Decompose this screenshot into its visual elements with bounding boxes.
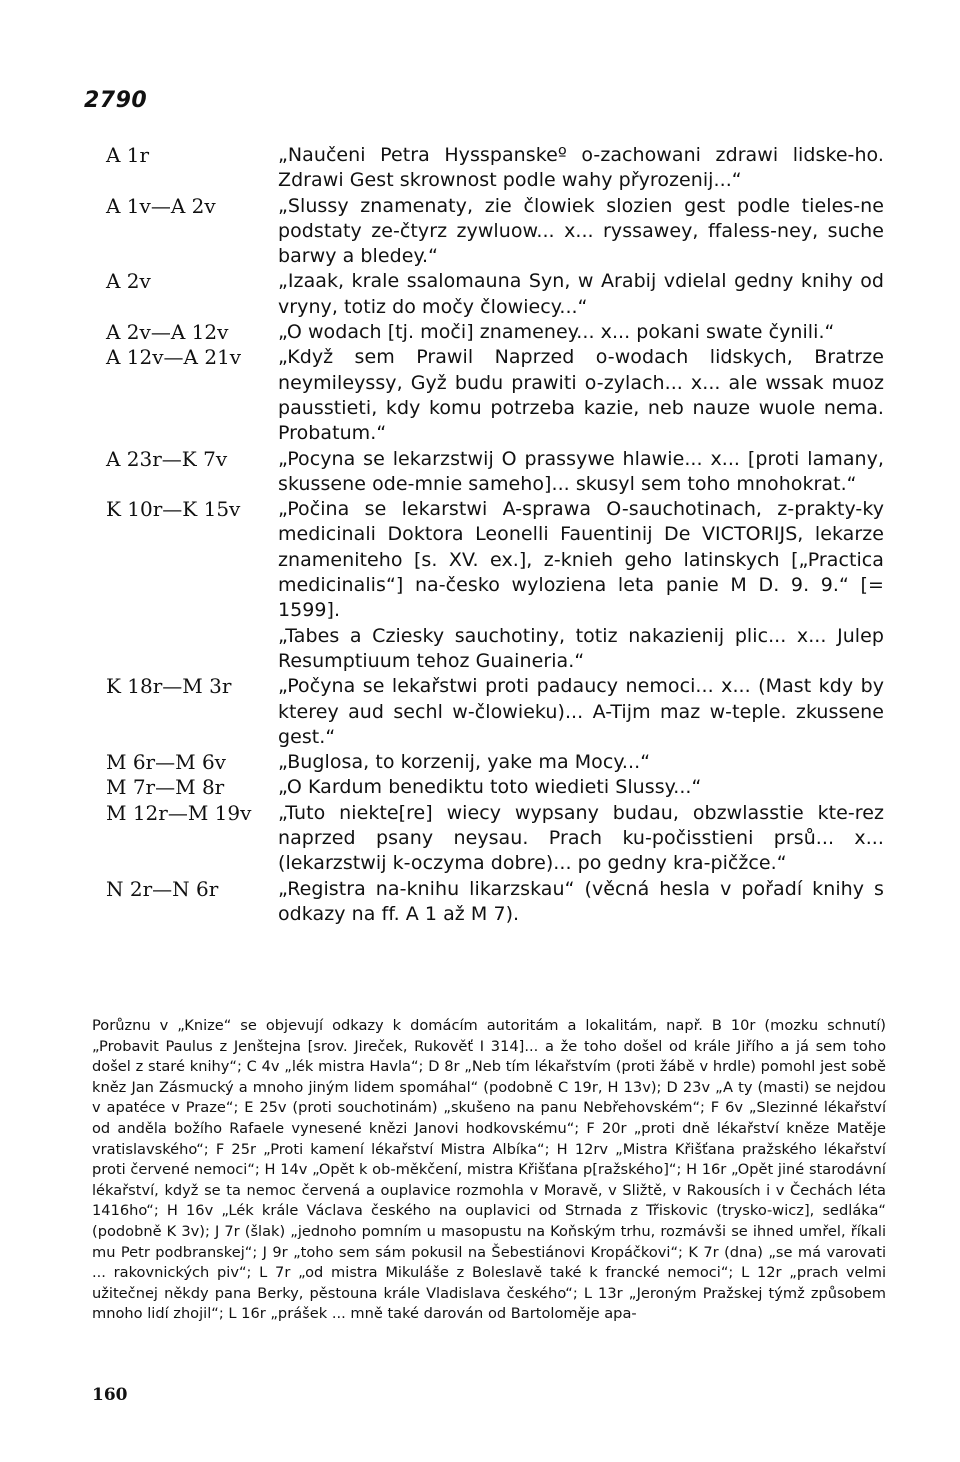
entry-text [278,877,884,928]
folio-range: K 10r—K 15v [106,497,241,522]
catalog-entry [106,877,884,928]
entry-paragraph: „Počina se lekarstwi A-sprawa O-sauchotinach, z-prakty-ky medicinali Doktora Leonelli Fauentinij De VICTORIJS, lekarze znameniteho [s. XV. ex.], z-knieh geho latinskych [„Practica medicinalis“] na-česko wyloziena leta panie M D. 9. 9.“ [= 1599]. [278,498,884,622]
catalog-entry [106,447,884,498]
folio-range: A 2v [106,269,151,294]
catalog-entries [106,143,884,927]
catalog-entry [106,143,884,194]
running-page-number: 2790 [84,88,148,113]
catalog-entry [106,674,884,750]
catalog-entry [106,801,884,877]
entry-text [278,801,884,877]
folio-range: A 12v—A 21v [106,345,242,370]
folio-range: M 6r—M 6v [106,750,226,775]
entry-text [278,497,884,674]
entry-paragraph: „Buglosa, to korzenij, yake ma Mocy...“ [278,751,651,774]
catalog-entry [106,497,884,674]
entry-paragraph: „O wodach [tj. moči] znameney... x... pokani swate čynili.“ [278,321,835,344]
folio-range: K 18r—M 3r [106,674,232,699]
entry-paragraph: „Registra na-knihu likarzskau“ (věcná hesla v pořadí knihy s odkazy na ff. A 1 až M 7). [278,877,884,925]
catalog-entry [106,269,884,320]
catalog-entry [106,194,884,270]
entry-paragraph: „Tuto niekte[re] wiecy wypsany budau, obzwlasstie kte-rez naprzed psany neysau. Prach ku-počisstieni prsů... x... (lekarzstwij k-oczyma dobre)... po gedny kra-pičžce.“ [278,801,884,875]
entry-text [278,194,884,270]
folio-range: M 7r—M 8r [106,775,225,800]
entry-text [278,674,884,750]
catalog-entry [106,345,884,446]
folio-range: A 1r [106,143,150,167]
folio-number: 160 [92,1385,128,1405]
entry-paragraph: „Naučeni Petra Hysspanskeº o-zachowani zdrawi lidske-ho. Zdrawi Gest skrownost podle wahy přyrozenij...“ [278,144,884,192]
entry-paragraph: „Počyna se lekařstwi proti padaucy nemoci... x... (Mast kdy by kterey aud sechl w-člowieku)... A-Tijm maz w-teple. zkussene gest.“ [278,675,884,748]
entry-paragraph: „O Kardum benediktu toto wiedieti Slussy...“ [278,776,702,799]
entry-text [278,143,884,194]
entry-paragraph: „Pocyna se lekarzstwij O prassywe hlawie... x... [proti lamany, skussene ode-mnie sameho]... skusyl sem toho mnohokrat.“ [278,447,884,495]
entry-paragraph: „Slussy znamenaty, zie člowiek slozien gest podle tieles-ne podstaty ze-čtyrz zywluow... x... ryssawey, ffaless-ney, suche barwy a bledey.“ [278,194,884,268]
entry-text [278,775,884,800]
entry-paragraph: „Tabes a Cziesky sauchotiny, totiz nakazienij plic... x... Julep Resumptiuum tehoz Guaineria.“ [278,624,884,672]
folio-range: M 12r—M 19v [106,800,252,825]
entry-text [278,345,884,446]
catalog-entry [106,750,884,775]
catalog-entry [106,320,884,345]
folio-range: N 2r—N 6r [106,876,219,901]
footnote-paragraph: Porůznu v „Knize“ se objevují odkazy k domácím autoritám a lokalitám, např. B 10r (mozku schnutí) „Probavit Paulus z Jenštejna [srov. Jireček, Rukověť I 314]... a že toho došel od krále Jiřího a já sem toho došel z staré knihy“; C 4v „lék mistra Havla“; D 8r „Neb tím lékařstvím (proti žábě v hrdle) pomohl jest sobě kněz Jan Zásmucký a mnoho jiným lidem spomáhal“ (podobně C 19r, H 13v); D 23v „A ty (masti) se nejdou v apatéce v Praze“; E 25v (proti souchotinám) „skušeno na panu Nebřehovském“; F 6v „Slezinné lékařství od anděla božího Rafaele vynesené knězi Janovi hodkovskému“; F 20r „proti dně lékařství kněze Matěje vratislavského“; F 25r „Proti kamení lékařství Mistra Albíka“; H 12rv „Mistra Křišťana pražského lékařství proti červené nemoci“; H 14v „Opět k ob-měkčení, mistra Křišťana p[ražského]“; H 16r „Opět jiné starodávní lékařství, když se ta nemoc červená a ouplavice rozmohla v Moravě, v Sližtě, v Rakousích i v Čechách léta 1416ho“; H 16v „Lék krále Václava českého na ouplavici od Strnada z Třiskovic (trysko-wicz], sedláka“ (podobně K 3v); J 7r (šlak) „jednoho pomním u masopustu na Koňským trhu, rozmávši se ihned umřel, říkali mu Petr podbranskej“; J 9r „toho sem sám pokusil na Šebestiánovi Kropáčkovi“; K 7r (dna) „se má varovati ... rakovnických piv“; L 7r „od mistra Mikuláše z Boleslavě také k francké nemoci“; L 12r „prach velmi užitečnej někdy pana Berky, pěstouna krále Vladislava českého“; L 13r „Jeroným Pražskej týmž způsobem mnoho lidí zhojil“; L 16r „prášek ... mně také darován od Bartoloměje apa- [92,1017,886,1323]
catalog-entry [106,775,884,800]
entry-text [278,320,884,345]
folio-range: A 23r—K 7v [106,446,228,471]
entry-text [278,269,884,320]
entry-text [278,447,884,498]
entry-paragraph: „Izaak, krale ssalomauna Syn, w Arabij vdielal gedny knihy od vryny, totiz do močy člowiecy...“ [278,270,884,318]
entry-paragraph: „Když sem Prawil Naprzed o-wodach lidskych, Bratrze neymileyssy, Gyž budu prawiti o-zylach... x... ale wssak muoz pausstieti, kdy komu potrzeba kazie, neb nauze wuole nema. Probatum.“ [278,346,884,445]
entry-text [278,750,884,775]
folio-range: A 2v—A 12v [106,320,229,345]
folio-range: A 1v—A 2v [106,193,216,218]
